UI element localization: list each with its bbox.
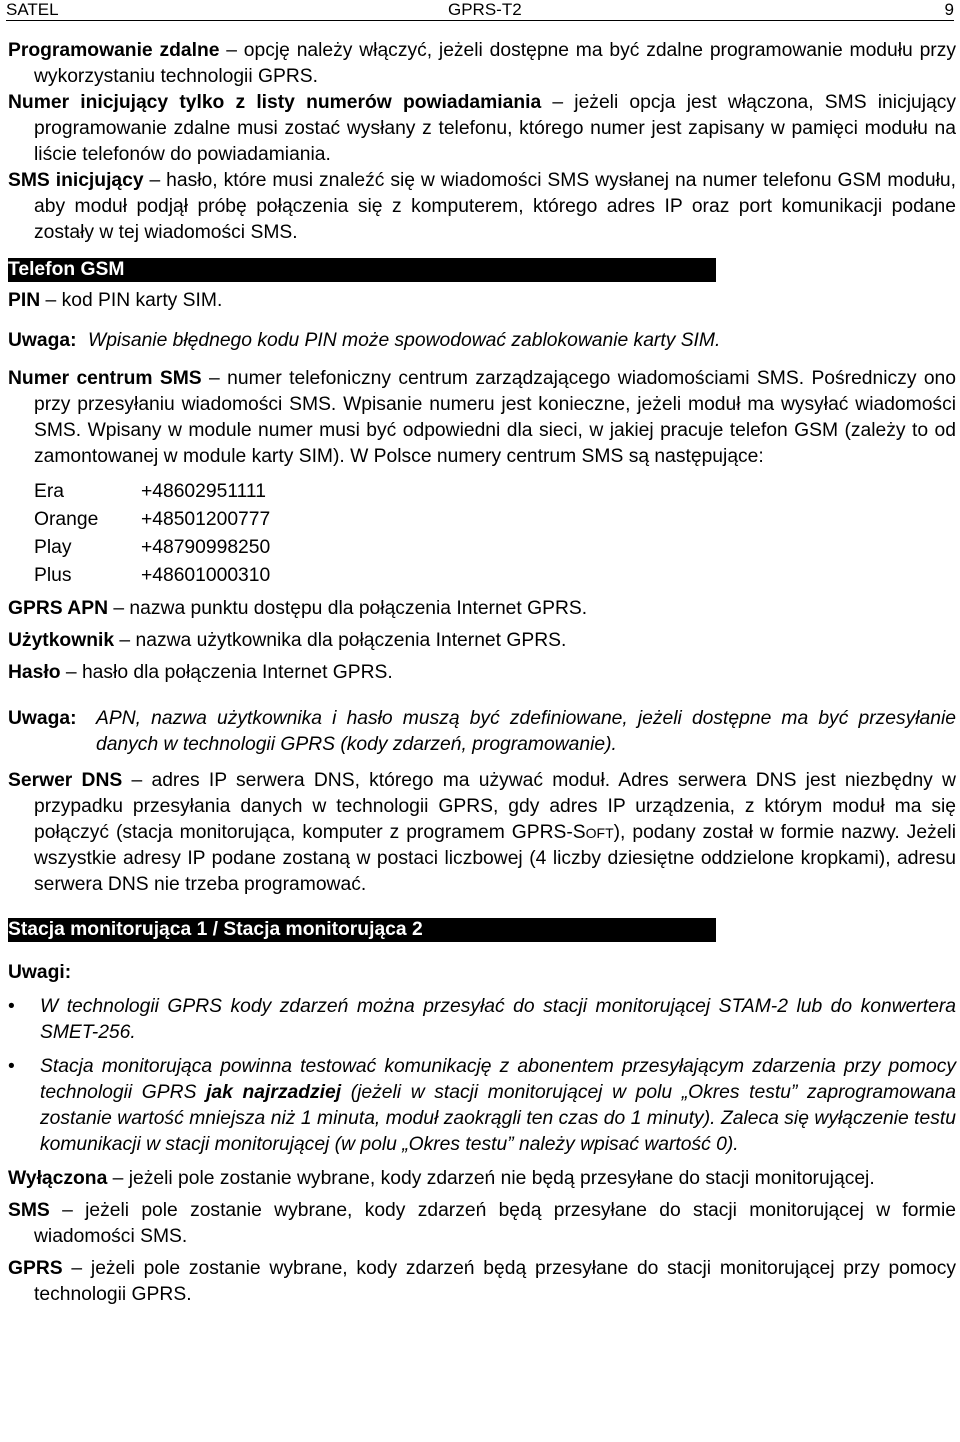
operator-name: Era (34, 481, 65, 502)
para-off (8, 1166, 956, 1192)
list-item (34, 534, 956, 562)
text-sms: – jeżeli pole zostanie wybrane, kody zdarzeń będą przesyłane do stacji monitorującej w formie wiadomości SMS. (34, 1200, 956, 1247)
operator-number: +48601000310 (141, 565, 271, 586)
term-initiating-number: Numer inicjujący tylko z listy numerów powiadamiania (8, 92, 542, 113)
operator-name: Orange (34, 509, 99, 530)
para-password (8, 660, 956, 686)
text-apn: – nazwa punktu dostępu dla połączenia Internet GPRS. (108, 598, 588, 619)
note-text: Wpisanie błędnego kodu PIN może spowodować zablokowanie karty SIM. (88, 330, 721, 351)
operator-name: Plus (34, 565, 72, 586)
term-apn: GPRS APN (8, 598, 108, 619)
para-sms-center (8, 366, 956, 470)
notes-list (8, 994, 956, 1158)
term-password: Hasło (8, 662, 61, 683)
para-sms (8, 1198, 956, 1250)
text-user: – nazwa użytkownika dla połączenia Internet GPRS. (114, 630, 567, 651)
term-dns: Serwer DNS (8, 770, 123, 791)
operator-name: Play (34, 537, 72, 558)
term-off: Wyłączona (8, 1168, 108, 1189)
term-pin: PIN (8, 290, 41, 311)
text-dns-b: ), podany został w formie nazwy. Jeżeli wszystkie adresy IP podane zostaną w postaci liczbowej (4 liczby dziesiętne oddzielone kropkami), adresu serwera DNS nie trzeba programować. (34, 822, 956, 895)
bullet-text (40, 1054, 956, 1158)
term-user: Użytkownik (8, 630, 115, 651)
bullet-icon: • (8, 996, 15, 1017)
header-product: GPRS-T2 (448, 0, 522, 19)
operator-number: +48790998250 (141, 537, 271, 558)
note-label: Uwaga: (8, 330, 77, 351)
note-apn-warning (8, 706, 956, 758)
section-header-gsm: Telefon GSM (8, 258, 716, 282)
term-remote-programming: Programowanie zdalne (8, 40, 220, 61)
operator-number: +48602951111 (141, 481, 266, 502)
text-gprs: – jeżeli pole zostanie wybrane, kody zdarzeń będą przesyłane do stacji monitorującej przy pomocy technologii GPRS. (34, 1258, 956, 1305)
para-dns (8, 768, 956, 898)
text-off: – jeżeli pole zostanie wybrane, kody zdarzeń nie będą przesyłane do stacji monitorującej. (107, 1168, 875, 1189)
para-pin (8, 288, 956, 314)
text-dns-a: – adres IP serwera DNS, którego ma używać moduł. Adres serwera DNS jest niezbędny w przypadku przesyłania danych w technologii GPRS, gdy adres IP urządzenia, z którym moduł ma się połączyć (stacja monitorująca, komputer z programem GPRS- (34, 770, 956, 843)
bullet-text-a: Stacja monitorująca powinna testować komunikację z abonentem przesyłającym zdarzenia przy pomocy technologii GPRS (40, 1056, 956, 1103)
list-item (34, 506, 956, 534)
para-apn (8, 596, 956, 622)
header-page-number: 9 (944, 0, 954, 19)
para-initiating-number (8, 90, 956, 168)
text-initiating-sms: – hasło, które musi znaleźć się w wiadomości SMS wysłanej na numer telefonu GSM modułu, aby moduł podjął próbę połączenia się z komputerem, którego adres IP oraz port komunikacji podane zostały w tej wiadomości SMS. (34, 170, 956, 243)
page-header (6, 0, 954, 21)
operator-number: +48501200777 (141, 509, 271, 530)
bullet-icon: • (8, 1056, 15, 1077)
bullet-text-bold: jak najrzadziej (206, 1082, 342, 1103)
list-item (8, 994, 956, 1046)
para-remote-programming (8, 38, 956, 90)
text-remote-programming: – opcję należy włączyć, jeżeli dostępne ma być zdalne programowanie modułu przy wykorzystaniu technologii GPRS. (34, 40, 956, 87)
para-gprs (8, 1256, 956, 1308)
header-brand: SATEL (6, 0, 59, 19)
sms-center-list (34, 478, 956, 590)
para-initiating-sms (8, 168, 956, 246)
notes-label: Uwagi: (8, 962, 72, 983)
bullet-text: W technologii GPRS kody zdarzeń można przesyłać do stacji monitorującej STAM-2 lub do konwertera SMET-256. (40, 996, 956, 1043)
text-sms-center: – numer telefoniczny centrum zarządzającego wiadomościami SMS. Pośredniczy ono przy przesyłaniu wiadomości SMS. Wpisanie numeru jest konieczne, jeżeli moduł ma wysyłać wiadomości SMS. Wpisany w module numer musi być odpowiedni dla sieci, w jakiej pracuje telefon GSM (zależy to od zamontowanej w module karty SIM). W Polsce numery centrum SMS są następujące: (34, 368, 956, 467)
para-user (8, 628, 956, 654)
text-initiating-number: – jeżeli opcja jest włączona, SMS inicjujący programowanie zdalne musi zostać wysłany z telefonu, którego numer jest zapisany w pamięci modułu na liście telefonów do powiadamiania. (34, 92, 956, 165)
term-sms-center: Numer centrum SMS (8, 368, 202, 389)
list-item (34, 478, 956, 506)
term-initiating-sms: SMS inicjujący (8, 170, 144, 191)
term-sms: SMS (8, 1200, 50, 1221)
page-content (8, 38, 956, 1308)
list-item (8, 1054, 956, 1158)
note-text: APN, nazwa użytkownika i hasło muszą być zdefiniowane, jeżeli dostępne ma być przesyłanie danych w technologii GPRS (kody zdarzeń, programowanie). (96, 708, 956, 755)
section-header-monitoring: Stacja monitorująca 1 / Stacja monitorująca 2 (8, 918, 716, 942)
text-dns-soft: Soft (572, 822, 614, 843)
term-gprs: GPRS (8, 1258, 63, 1279)
note-pin-warning (8, 328, 956, 354)
bullet-text-b: (jeżeli w stacji monitorującej w polu „Okres testu” zaprogramowana zostanie wartość mniejsza niż 1 minuta, moduł zaokrągli ten czas do 1 minuty). Zaleca się wyłączenie testu komunikacji w stacji monitorującej (w polu „Okres testu” należy wpisać wartość 0). (40, 1082, 956, 1155)
list-item (34, 562, 956, 590)
note-label: Uwaga: (8, 708, 77, 729)
text-pin: – kod PIN karty SIM. (40, 290, 223, 311)
text-password: – hasło dla połączenia Internet GPRS. (60, 662, 393, 683)
